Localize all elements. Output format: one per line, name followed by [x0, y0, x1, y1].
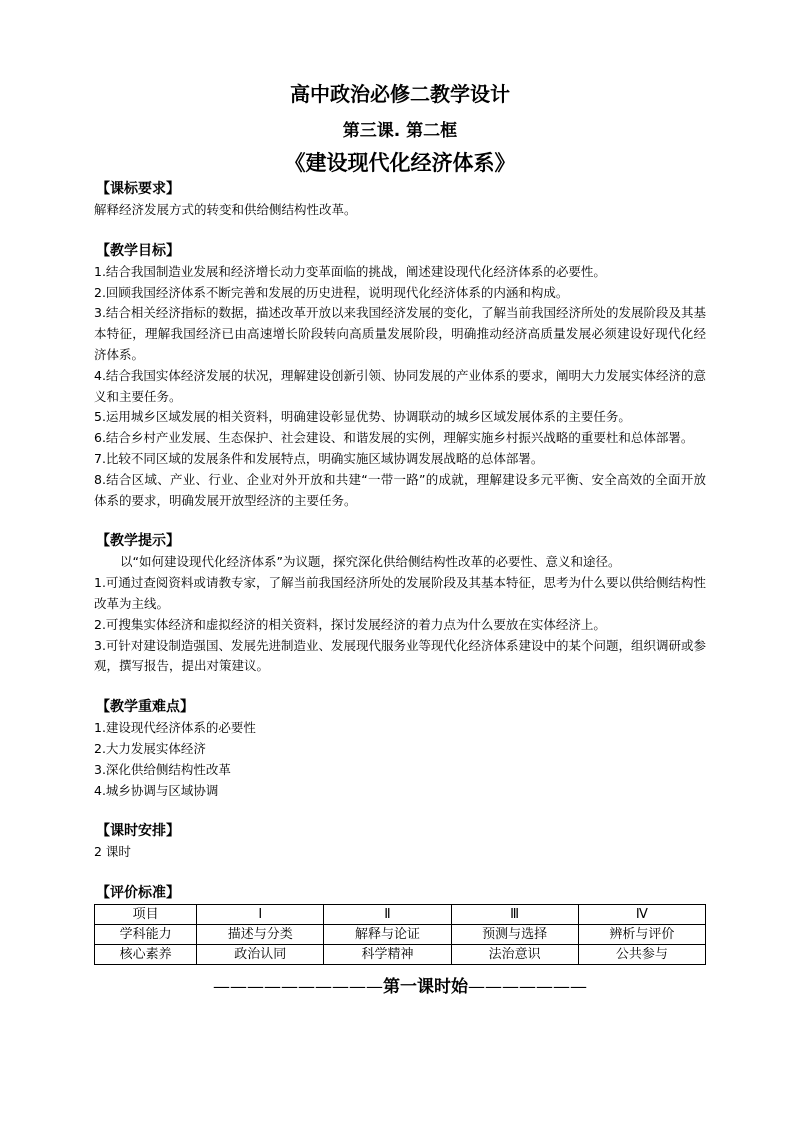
divider-dashes-left: —————————— — [213, 977, 383, 998]
table-cell: 辨析与评价 — [578, 925, 705, 945]
table-cell: Ⅲ — [451, 905, 578, 925]
schedule-heading: 【课时安排】 — [96, 823, 180, 840]
spacer — [94, 221, 706, 241]
spacer — [94, 677, 706, 697]
table-cell: 科学精神 — [324, 945, 451, 965]
schedule-text: 2 课时 — [94, 844, 131, 860]
hint-item: 2.可搜集实体经济和虚拟经济的相关资料，探讨发展经济的着力点为什么要放在实体经济上。 — [94, 616, 606, 632]
hint-item: 1.可通过查阅资料或请教专家，了解当前我国经济所处的发展阶段及其基本特征，思考为什么要以供给侧结构性改革为主线。 — [94, 575, 706, 611]
lesson-subtitle: 第三课. 第二框 — [342, 121, 458, 141]
table-cell: Ⅱ — [324, 905, 451, 925]
spacer — [94, 801, 706, 821]
goal-item: 5.运用城乡区域发展的相关资料，明确建设彰显优势、协调联动的城乡区域发展体系的主要任务。 — [94, 409, 631, 425]
table-cell: 法治意识 — [451, 945, 578, 965]
goal-item: 3.结合相关经济指标的数据，描述改革开放以来我国经济发展的变化，了解当前我国经济所处的发展阶段及其基本特征，理解我国经济已由高速增长阶段转向高质量发展阶段，明确推动经济高质量发展必须建设好现代化经济体系。 — [94, 305, 706, 362]
curriculum-text: 解释经济发展方式的转变和供给侧结构性改革。 — [94, 202, 357, 217]
hint-item: 3.可针对建设制造强国、发展先进制造业、发展现代服务业等现代化经济体系建设中的某个问题，组织调研或参观，撰写报告，提出对策建议。 — [94, 637, 706, 674]
divider-dashes-right: ——————— — [468, 977, 587, 998]
goal-item: 1.结合我国制造业发展和经济增长动力变革面临的挑战，阐述建设现代化经济体系的必要性。 — [94, 263, 606, 279]
table-cell: 核心素养 — [95, 945, 197, 965]
spacer — [94, 511, 706, 531]
curriculum-heading: 【课标要求】 — [96, 181, 180, 197]
evaluation-table — [94, 904, 706, 965]
table-cell: 公共参与 — [578, 945, 705, 965]
table-row — [95, 945, 706, 965]
hints-intro: 以“如何建设现代化经济体系”为议题，探究深化供给侧结构性改革的必要性、意义和途径。 — [120, 554, 621, 570]
goal-item: 4.结合我国实体经济发展的状况，理解建设创新引领、协同发展的产业体系的要求，阐明大力发展实体经济的意义和主要任务。 — [94, 367, 706, 404]
section-divider — [94, 975, 706, 999]
document-title: 高中政治必修二教学设计 — [290, 82, 510, 106]
keypoints-heading: 【教学重难点】 — [96, 699, 194, 716]
keypoint-item: 4.城乡协调与区域协调 — [94, 782, 219, 798]
table-cell: Ⅰ — [197, 905, 324, 925]
goal-item: 6.结合乡村产业发展、生态保护、社会建设、和谐发展的实例，理解实施乡村振兴战略的重要杜和总体部署。 — [94, 430, 694, 446]
hints-heading: 【教学提示】 — [96, 533, 180, 550]
table-header-row — [95, 905, 706, 925]
table-cell: 预测与选择 — [451, 925, 578, 945]
goal-item: 8.结合区域、产业、行业、企业对外开放和共建“一带一路”的成就，理解建设多元平衡、安全高效的全面开放体系的要求，明确发展开放型经济的主要任务。 — [94, 471, 706, 508]
goal-item: 7.比较不同区域的发展条件和发展特点，明确实施区域协调发展战略的总体部署。 — [94, 450, 544, 466]
divider-label: 第一课时始 — [383, 977, 468, 998]
table-cell: 项目 — [95, 905, 197, 925]
table-cell: 政治认同 — [197, 945, 324, 965]
keypoint-item: 2.大力发展实体经济 — [94, 740, 206, 756]
table-cell: Ⅳ — [578, 905, 705, 925]
spacer — [94, 863, 706, 883]
table-cell: 描述与分类 — [197, 925, 324, 945]
table-cell: 学科能力 — [95, 925, 197, 945]
keypoint-item: 3.深化供给侧结构性改革 — [94, 761, 231, 777]
table-cell: 解释与论证 — [324, 925, 451, 945]
evaluation-heading: 【评价标准】 — [96, 885, 180, 902]
document-page — [94, 78, 706, 999]
keypoint-item: 1.建设现代经济体系的必要性 — [94, 720, 256, 736]
topic-title: 《建设现代化经济体系》 — [284, 151, 516, 175]
table-row — [95, 925, 706, 945]
goals-heading: 【教学目标】 — [96, 242, 180, 259]
goal-item: 2.回顾我国经济体系不断完善和发展的历史进程，说明现代化经济体系的内涵和构成。 — [94, 284, 569, 300]
